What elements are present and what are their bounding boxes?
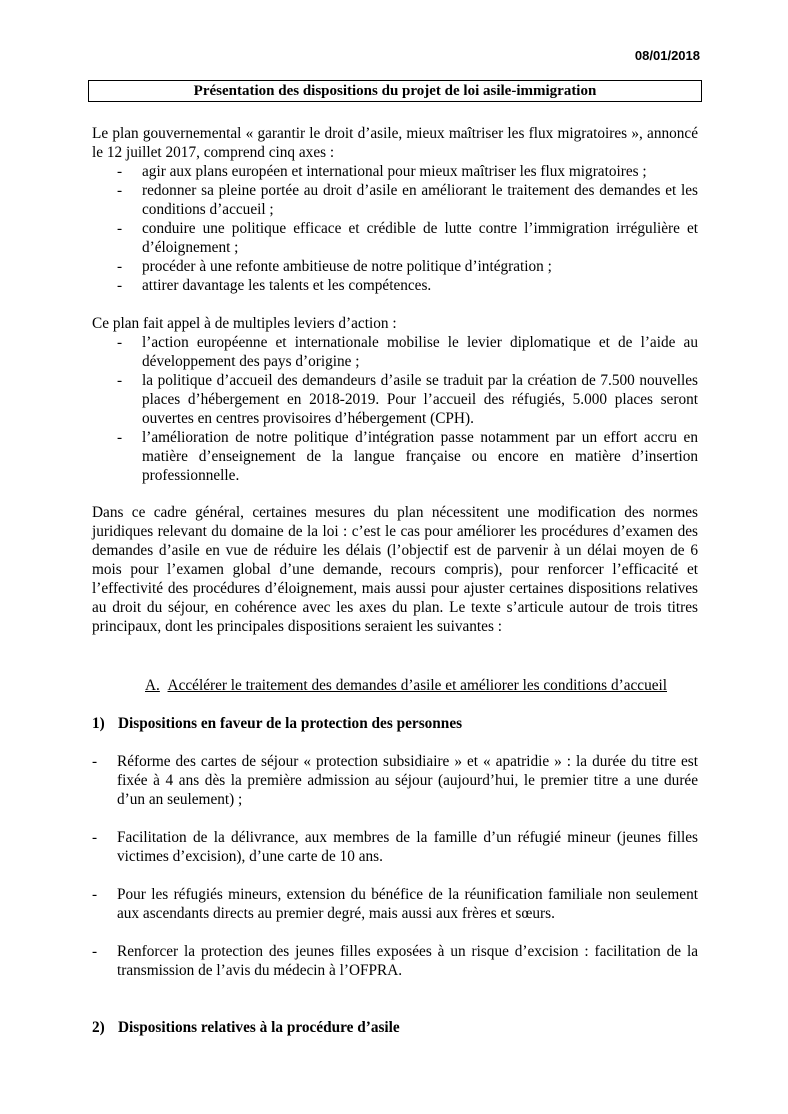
subsection-2-title: Dispositions relatives à la procédure d’asile: [118, 1019, 400, 1036]
dash-marker: -: [92, 943, 98, 960]
subsection-1-number: 1): [92, 715, 105, 732]
section-a-heading: [145, 676, 667, 695]
list-item: - conduire une politique efficace et crédible de lutte contre l’immigration irrégulière et d’éloignement ;: [92, 219, 698, 257]
document-title: Présentation des dispositions du projet de loi asile-immigration: [88, 80, 702, 102]
list-item: - agir aux plans européen et international pour mieux maîtriser les flux migratoires ;: [92, 162, 698, 181]
protection-item-text: Pour les réfugiés mineurs, extension du bénéfice de la réunification familiale non seulement aux ascendants directs au premier degré, mais aussi aux frères et sœurs.: [117, 886, 698, 922]
levers-list: [92, 333, 698, 485]
axes-list: [92, 162, 698, 295]
context-block: [92, 503, 698, 636]
subsection-2-heading: [92, 1018, 400, 1037]
protection-item-text: Facilitation de la délivrance, aux membres de la famille d’un réfugié mineur (jeunes filles victimes d’excision), d’une carte de 10 ans.: [117, 829, 698, 865]
subsection-1-heading: [92, 714, 462, 733]
protection-item-text: Renforcer la protection des jeunes filles exposées à un risque d’excision : facilitation de la transmission de l’avis du médecin à l’OFPRA.: [117, 943, 698, 979]
document-date: 08/01/2018: [634, 48, 700, 63]
context-paragraph: Dans ce cadre général, certaines mesures du plan nécessitent une modification des normes juridiques relevant du domaine de la loi : c’est le cas pour améliorer les procédures d’examen des demandes d’asile en vue de réduire les délais (l’objectif est de parvenir à un délai moyen de 6 mois pour l’examen global d’une demande, recours compris), pour renforcer l’efficacité et l’effectivité des procédures d’éloignement, mais aussi pour ajuster certaines dispositions relatives au droit du séjour, en cohérence avec les axes du plan. Le texte s’articule autour de trois titres principaux, dont les principales dispositions seraient les suivantes :: [92, 504, 698, 635]
list-item: - redonner sa pleine portée au droit d’asile en améliorant le traitement des demandes et les conditions d’accueil ;: [92, 181, 698, 219]
intro-block: [92, 124, 698, 295]
protection-item: [92, 885, 698, 923]
list-item: - l’amélioration de notre politique d’intégration passe notamment par un effort accru en matière d’enseignement de la langue française ou encore en matière d’insertion professionnelle.: [92, 428, 698, 485]
list-item: - procéder à une refonte ambitieuse de notre politique d’intégration ;: [92, 257, 698, 276]
intro-paragraph: Le plan gouvernemental « garantir le droit d’asile, mieux maîtriser les flux migratoires », annoncé le 12 juillet 2017, comprend cinq axes :: [92, 125, 698, 161]
protection-item: [92, 828, 698, 866]
dash-marker: -: [92, 753, 98, 770]
dash-marker: -: [92, 829, 98, 846]
protection-item: [92, 752, 698, 809]
list-item: - l’action européenne et internationale mobilise le levier diplomatique et de l’aide au développement des pays d’origine ;: [92, 333, 698, 371]
levers-block: [92, 314, 698, 485]
section-a-letter: A.: [145, 677, 160, 694]
dash-marker: -: [92, 886, 98, 903]
list-item: - la politique d’accueil des demandeurs d’asile se traduit par la création de 7.500 nouvelles places d’hébergement en 2018-2019. Pour l’accueil des réfugiés, 5.000 places seront ouvertes en centres provisoires d’hébergement (CPH).: [92, 371, 698, 428]
protection-item-text: Réforme des cartes de séjour « protection subsidiaire » et « apatridie » : la durée du titre est fixée à 4 ans dès la première admission au séjour (aujourd’hui, le premier titre a une durée d’un an seulement) ;: [117, 753, 698, 808]
levers-paragraph: Ce plan fait appel à de multiples leviers d’action :: [92, 315, 397, 332]
subsection-2-number: 2): [92, 1019, 105, 1036]
subsection-1-title: Dispositions en faveur de la protection des personnes: [118, 715, 463, 732]
section-a-title: Accélérer le traitement des demandes d’asile et améliorer les conditions d’accueil: [167, 677, 668, 694]
protection-item: [92, 942, 698, 980]
list-item: - attirer davantage les talents et les compétences.: [92, 276, 698, 295]
